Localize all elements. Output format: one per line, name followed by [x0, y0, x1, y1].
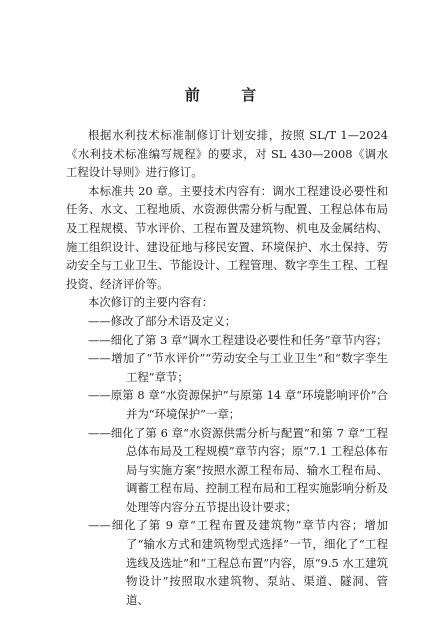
paragraph-basis: 根据水利技术标准制修订计划安排，按照 SL/T 1—2024《水利技术标准编写规程》的要求，对 SL 430—2008《调水工程设计导则》进行修订。: [66, 128, 388, 180]
list-item: ——细化了第 6 章“水资源供需分析与配置”和第 7 章“工程总体布局及工程规模”章节内容；原“7.1 工程总体布局与实施方案”按照水源工程布局、输水工程布局、调蓄工程布局、控制工程布局和工程实施影响分析及处理等内容分五节提出设计要求；: [88, 425, 388, 514]
paragraph-scope: 本标准共 20 章。主要技术内容有：调水工程建设必要性和任务、水文、工程地质、水资源供需分析与配置、工程总体布局及工程规模、节水评价、工程布置及建筑物、机电及金属结构、施工组织设计、建设征地与移民安置、环境保护、水土保持、劳动安全与工业卫生、节能设计、工程管理、数字孪生工程、工程投资、经济评价等。: [66, 183, 388, 291]
list-item: ——原第 8 章“水资源保护”与原第 14 章“环境影响评价”合并为“环境保护”一章；: [88, 388, 388, 421]
page-title: 前 言: [184, 86, 275, 104]
paragraph-revision-intro: 本次修订的主要内容有：: [88, 295, 214, 310]
list-item: ——细化了第 3 章“调水工程建设必要性和任务”章节内容；: [88, 332, 388, 347]
list-item: ——细化了第 9 章“工程布置及建筑物”章节内容；增加了“输水方式和建筑物型式选择”一节，细化了“工程选线及选址”和“工程总布置”内容，原“9.5 水工建筑物设计”按照取水建筑物、泵站、渠道、隧洞、管道、: [88, 518, 388, 607]
document-body: [66, 126, 388, 609]
list-item: ——修改了部分术语及定义；: [88, 313, 237, 328]
list-item: ——增加了“节水评价”“劳动安全与工业卫生”和“数字孪生工程”章节；: [88, 351, 388, 384]
